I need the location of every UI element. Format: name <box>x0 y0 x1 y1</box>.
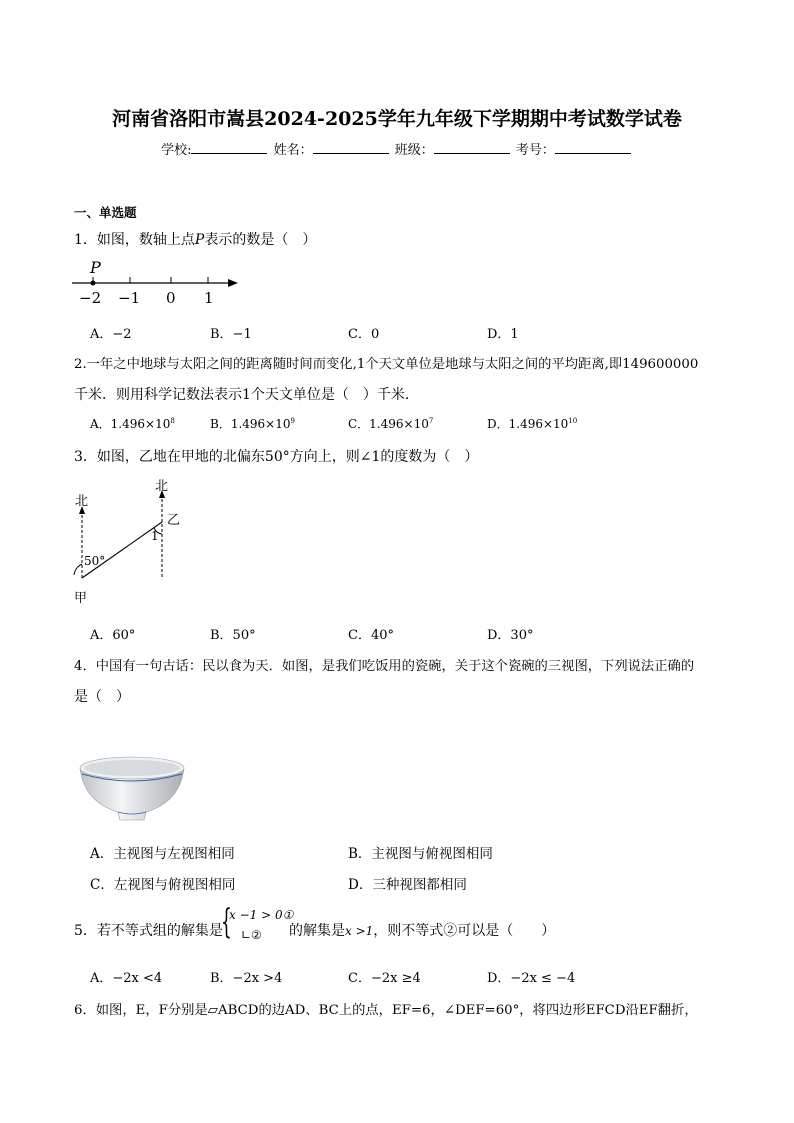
q3-option-a: A．60° <box>90 628 136 643</box>
tick-label-1: 1 <box>204 289 214 307</box>
q5-option-d: D．−2x ≤ −4 <box>487 971 576 986</box>
name-label: 姓名： <box>273 143 313 158</box>
student-info-line <box>0 139 794 158</box>
q1-option-c: C．0 <box>348 327 380 342</box>
class-label: 班级： <box>394 143 434 158</box>
q4-option-b: B．主视图与俯视图相同 <box>348 846 493 862</box>
point-p-dot <box>91 281 96 286</box>
q5-option-a: A．−2x <4 <box>90 971 163 986</box>
q3-option-d: D．30° <box>487 628 534 643</box>
jia-label: 甲 <box>74 591 88 606</box>
name-blank <box>313 141 389 154</box>
q4-option-a: A．主视图与左视图相同 <box>90 846 235 862</box>
q1-option-b: B．−1 <box>210 327 252 342</box>
question-5-stem-end: 的解集是x >1，则不等式②可以是（ ） <box>289 923 556 939</box>
question-2-line-2: 千米．则用科学记数法表示1个天文单位是（ ）千米． <box>74 387 419 403</box>
exam-number-blank <box>555 141 631 154</box>
direction-figure <box>68 474 193 610</box>
q1-option-d: D．1 <box>487 327 519 342</box>
q2-option-a: A．$1.496\times 10^8$ <box>90 417 175 431</box>
north-label-right: 北 <box>155 479 169 494</box>
q5-option-c: C．−2x ≥4 <box>348 971 421 986</box>
q5-option-b: B．−2x >4 <box>210 971 283 986</box>
exam-number-label: 考号： <box>515 143 555 158</box>
system-line-2: ∟② <box>241 928 262 942</box>
question-1-stem: 1．如图，数轴上点P表示的数是（ ） <box>74 232 317 248</box>
north-label-left: 北 <box>75 494 89 509</box>
number-line-figure <box>70 255 245 307</box>
angle-50-label: 50° <box>84 554 106 568</box>
q2-option-b: B．$1.496\times 10^9$ <box>210 417 295 431</box>
q2-option-c: C．$1.496\times 10^7$ <box>348 417 434 431</box>
section-title: 一、单选题 <box>74 205 137 220</box>
yi-label: 乙 <box>167 513 181 528</box>
system-line-1: x −1 > 0① <box>229 908 294 922</box>
page-title: 河南省洛阳市嵩县2024-2025学年九年级下学期期中考试数学试卷 <box>112 108 682 130</box>
school-blank <box>191 141 267 154</box>
q1-option-a: A．−2 <box>90 327 132 342</box>
tick-label-0: 0 <box>166 289 176 307</box>
tick-label-neg1: −1 <box>118 289 141 307</box>
bowl-image <box>76 752 188 824</box>
q3-option-c: C．40° <box>348 628 394 643</box>
class-blank <box>434 141 510 154</box>
q4-option-d: D．三种视图都相同 <box>348 877 467 893</box>
question-4-line-1: 4．中国有一句古话：民以食为天．如图，是我们吃饭用的瓷碗，关于这个瓷碗的三视图，下列说法正确的 <box>74 659 695 674</box>
angle-1-label: 1 <box>151 529 159 543</box>
tick-label-neg2: −2 <box>79 289 102 307</box>
question-6-stem: 6．如图，E，F分别是▱ABCD的边AD、BC上的点，EF=6，∠DEF=60°，将四边形EFCD沿EF翻折， <box>74 1003 698 1018</box>
q2-option-d: D．$1.496\times 10^{10}$ <box>487 417 578 431</box>
question-2-line-1: 2.一年之中地球与太阳之间的距离随时间而变化,1个天文单位是地球与太阳之间的平均距离,即149600000 <box>74 357 699 372</box>
point-p-label: P <box>90 258 101 277</box>
school-label: 学校: <box>161 143 192 158</box>
question-4-line-2: 是（ ） <box>74 689 130 705</box>
question-3-stem: 3．如图，乙地在甲地的北偏东50°方向上，则∠1的度数为（ ） <box>74 449 479 465</box>
question-5-stem-start: 5．若不等式组的解集是 <box>74 923 223 939</box>
q3-option-b: B．50° <box>210 628 256 643</box>
q4-option-c: C．左视图与俯视图相同 <box>90 877 236 893</box>
brace-icon: { <box>221 902 232 942</box>
